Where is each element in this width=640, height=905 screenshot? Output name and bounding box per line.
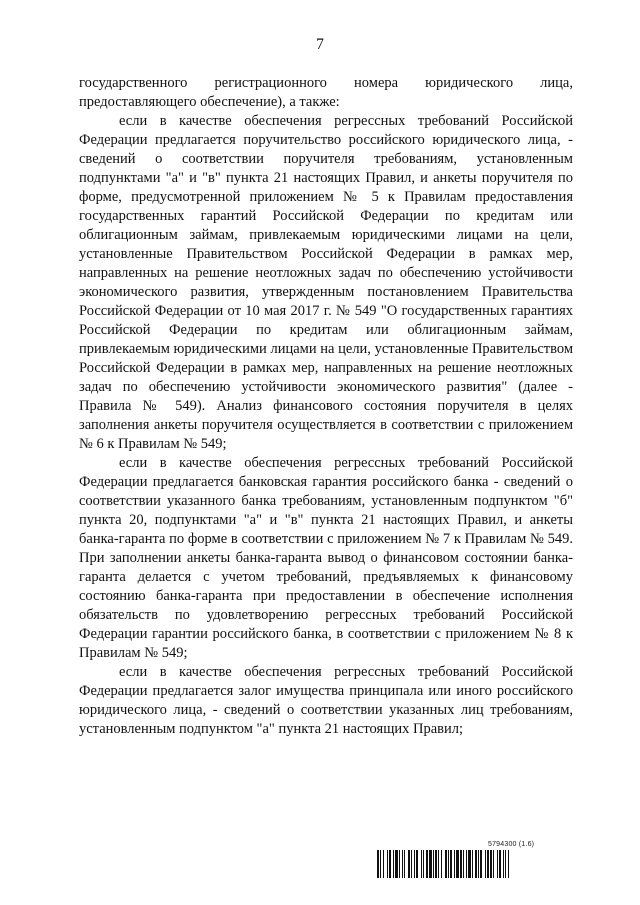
barcode-bar <box>490 850 492 878</box>
barcode-bar <box>435 850 437 878</box>
barcode-bar <box>497 850 498 878</box>
paragraph-property-pledge: если в качестве обеспечения регрессных требований Российской Федерации предлагается залог имущества принципала или иного российского юридического лица, - сведений о соответствии указанных лиц требованиям, установленным подпунктом "а" пункта 21 настоящих Правил; <box>79 664 573 737</box>
barcode-bar <box>393 850 394 878</box>
barcode-bar <box>499 850 501 878</box>
barcode-bar <box>399 850 400 878</box>
barcode-bar <box>389 850 391 878</box>
barcode-bar <box>505 850 506 878</box>
barcode-bar <box>448 850 449 878</box>
barcode-bar <box>426 850 428 878</box>
barcode-bar <box>433 850 434 878</box>
barcode-bar <box>429 850 432 878</box>
page-number: 7 <box>316 36 324 53</box>
barcode-bar <box>472 850 473 878</box>
barcode-bar <box>480 850 482 878</box>
barcode-bar <box>377 850 379 878</box>
barcode-bar <box>387 850 388 878</box>
barcode-bar <box>380 850 381 878</box>
barcode-bar <box>421 850 422 878</box>
barcode-bar <box>423 850 424 878</box>
barcode-bar <box>475 850 477 878</box>
barcode-bar <box>416 850 418 878</box>
barcode-bar <box>408 850 410 878</box>
barcode-bar <box>487 850 489 878</box>
barcode-bar <box>508 850 509 878</box>
barcode-bar <box>456 850 459 878</box>
barcode-bar <box>411 850 412 878</box>
paragraph-bank-guarantee: если в качестве обеспечения регрессных требований Российской Федерации предлагается банковская гарантия российского банка - сведений о соответствии указанного банка требованиям, установленным подпунктом "б" пункта 20, подпунктами "а" и "в" пункта 21 настоящих Правил, и анкеты банка-гаранта по форме в соответствии с приложением № 7 к Правилам № 549. При заполнении анкеты банка-гаранта вывод о финансовом состоянии банка-гаранта делается с учетом требований, предъявляемых к финансовому состоянию банка-гаранта при предоставлении в обеспечение исполнения обязательств по удовлетворению регрессных требований Российской Федерации гарантии российского банка, в соответствии с приложением № 8 к Правилам № 549; <box>79 455 573 661</box>
barcode-bar <box>460 850 462 878</box>
paragraph-continuation: государственного регистрационного номера юридического лица, предоставляющего обеспечение), а также: <box>79 75 573 110</box>
barcode-bar <box>468 850 471 878</box>
document-barcode <box>377 841 578 879</box>
barcode-bar <box>383 850 384 878</box>
barcode-code: 5794300 (1.6) <box>488 841 535 848</box>
barcode-bar <box>503 850 504 878</box>
barcode-bar <box>414 850 415 878</box>
barcode-bar <box>485 850 486 878</box>
barcode-bar <box>404 850 405 878</box>
barcode-bar <box>402 850 403 878</box>
barcode-bar <box>450 850 452 878</box>
barcode-bar <box>463 850 464 878</box>
barcode-bar <box>445 850 447 878</box>
barcode-bar <box>478 850 479 878</box>
document-body <box>79 74 573 739</box>
barcode-bar <box>441 850 442 878</box>
barcode-icon <box>377 850 578 878</box>
barcode-bar <box>466 850 467 878</box>
barcode-bar <box>395 850 398 878</box>
barcode-bar <box>438 850 439 878</box>
paragraph-guarantor-surety: если в качестве обеспечения регрессных требований Российской Федерации предлагается поручительство российского юридического лица, - сведений о соответствии поручителя требованиям, установленным подпунктами "а" и "в" пункта 21 настоящих Правил, и анкеты поручителя по форме, предусмотренной приложением № 5 к Правилам предоставления государственных гарантий Российской Федерации по кредитам или облигационным займам, привлекаемым юридическими лицами на цели, установленные Правительством Российской Федерации в рамках мер, направленных на решение неотложных задач по обеспечению устойчивости экономического развития, утвержденным постановлением Правительства Российской Федерации от 10 мая 2017 г. № 549 "О государственных гарантиях Российской Федерации по кредитам или облигационным займам, привлекаемым юридическими лицами на цели, установленные Правительством Российской Федерации в рамках мер, направленных на решение неотложных задач по обеспечению устойчивости экономического развития" (далее - Правила № 549). Анализ финансового состояния поручителя в целях заполнения анкеты поручителя осуществляется в соответствии с приложением № 6 к Правилам № 549; <box>79 113 573 452</box>
barcode-bar <box>454 850 455 878</box>
barcode-bar <box>493 850 494 878</box>
